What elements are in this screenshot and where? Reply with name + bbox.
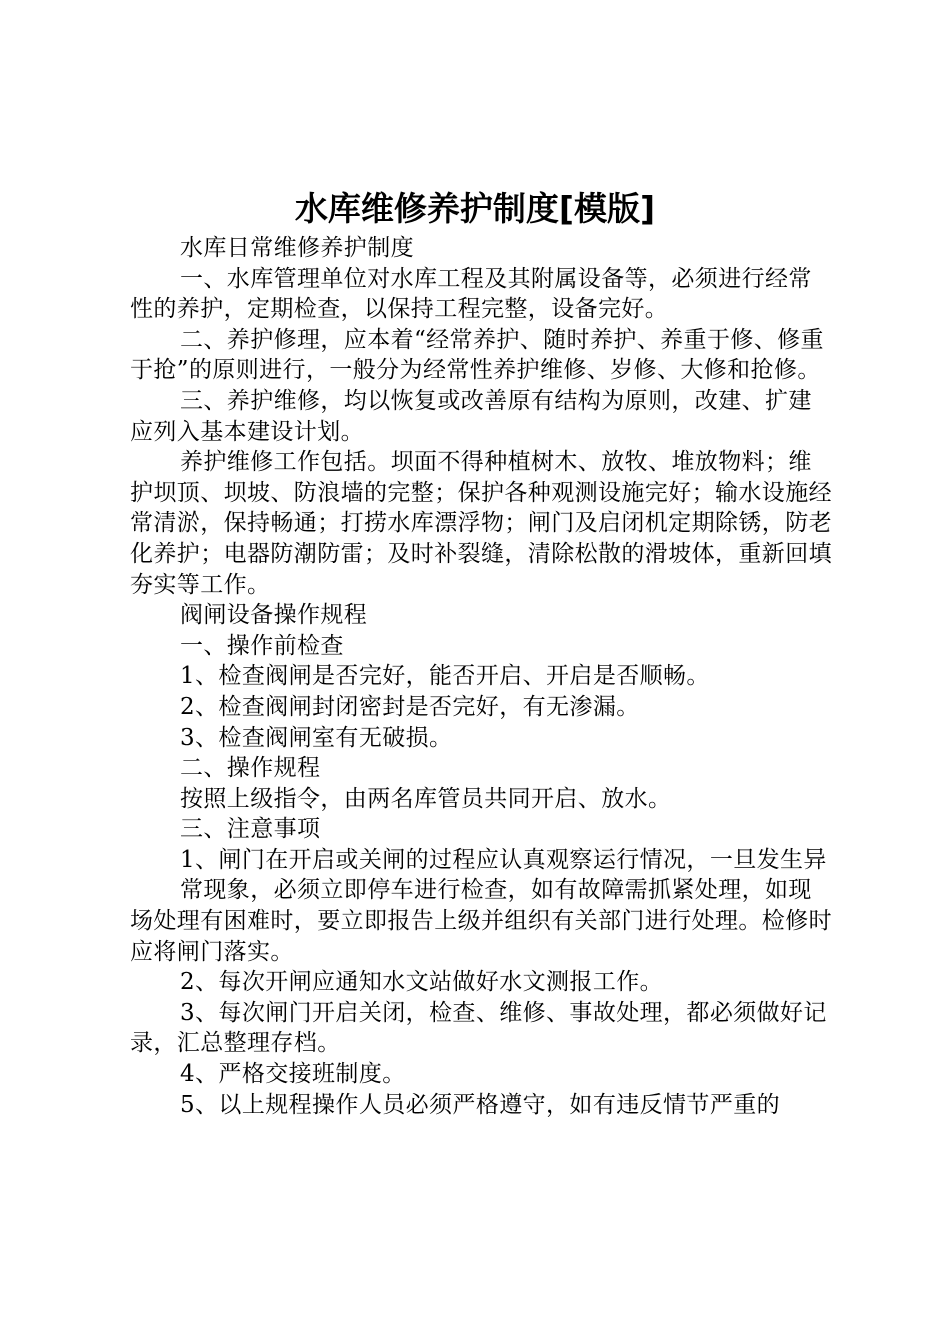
list-item: 4、严格交接班制度。 [180,1061,406,1088]
section-heading: 水库日常维修养护制度 [180,235,414,261]
subsection-heading: 二、操作规程 [180,755,321,782]
document-title: 水库维修养护制度[模版] [294,189,656,228]
list-item: 5、以上规程操作人员必须严格遵守，如有违反情节严重的 [180,1091,781,1118]
list-item: 3、每次闸门开启关闭，检查、维修、事故处理，都必须做好记录，汇总整理存档。 [130,999,827,1057]
list-item: 2、检查阀闸封闭密封是否完好，有无渗漏。 [180,693,640,720]
paragraph: 一、水库管理单位对水库工程及其附属设备等，必须进行经常性的养护，定期检查，以保持工程完整，设备完好。 [130,265,812,323]
document-body [130,233,834,1120]
list-item: 3、检查阀闸室有无破损。 [180,724,453,751]
list-item: 1、检查阀闸是否完好，能否开启、开启是否顺畅。 [180,663,710,690]
subsection-heading: 三、注意事项 [180,816,321,843]
paragraph: 三、养护维修，均以恢复或改善原有结构为原则，改建、扩建应列入基本建设计划。 [130,387,812,445]
paragraph: 养护维修工作包括。坝面不得种植树木、放牧、堆放物料；维护坝顶、坝坡、防浪墙的完整；保护各种观测设施完好；输水设施经常清淤，保持畅通；打捞水库漂浮物；闸门及启闭机定期除锈，防老化养护；电器防潮防雷；及时补裂缝，清除松散的滑坡体，重新回填夯实等工作。 [130,449,832,598]
section-heading: 阀闸设备操作规程 [180,602,368,629]
paragraph: 常现象，必须立即停车进行检查，如有故障需抓紧处理，如现场处理有困难时，要立即报告上级并组织有关部门进行处理。检修时应将闸门落实。 [130,877,832,965]
subsection-heading: 一、操作前检查 [180,632,344,659]
list-item: 2、每次开闸应通知水文站做好水文测报工作。 [180,969,664,996]
list-item: 1、闸门在开启或关闸的过程应认真观察运行情况，一旦发生异 [180,846,827,873]
paragraph: 按照上级指令，由两名库管员共同开启、放水。 [180,785,672,812]
paragraph: 二、养护修理，应本着“经常养护、随时养护、养重于修、修重于抢”的原则进行，一般分为经常性养护维修、岁修、大修和抢修。 [130,326,824,384]
